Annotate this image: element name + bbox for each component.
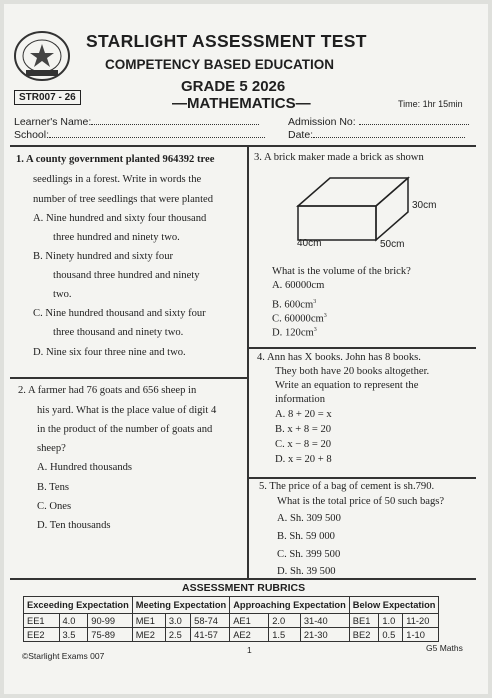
rubric-cell: 75-89: [88, 628, 132, 642]
rubric-cell: EE2: [24, 628, 60, 642]
q1-line-2: seedlings in a forest. Write in words the: [33, 174, 202, 185]
q2-line-3: in the product of the number of goats and: [37, 424, 213, 435]
q4-option-a[interactable]: A. 8 + 20 = x: [275, 409, 332, 420]
q1-option-a-cont: three hundred and ninety two.: [53, 232, 180, 243]
q2-line-2: his yard. What is the place value of digit 4: [37, 405, 217, 416]
exam-title: STARLIGHT ASSESSMENT TEST: [86, 31, 367, 51]
q4-line-1: 4. Ann has X books. John has 8 books.: [257, 352, 421, 363]
rubric-header-meeting: Meeting Expectation: [132, 597, 229, 614]
q1-option-a[interactable]: A. Nine hundred and sixty four thousand: [33, 213, 207, 224]
school-logo: [12, 30, 72, 82]
rubric-cell: 2.5: [165, 628, 190, 642]
q3-option-b[interactable]: B. $600cm^3$: [272, 299, 317, 311]
q3-stem: 3. A brick maker made a brick as shown: [254, 152, 424, 163]
rubric-cell: 21-30: [300, 628, 349, 642]
rubric-header-approaching: Approaching Expectation: [230, 597, 350, 614]
column-divider: [247, 146, 249, 578]
rubric-cell: EE1: [24, 614, 60, 628]
school-label: School:: [14, 129, 50, 141]
q2-option-c[interactable]: C. Ones: [37, 501, 72, 512]
page-number: 1: [247, 645, 252, 655]
grade-label: GRADE 5 2026: [181, 78, 286, 95]
rubric-cell: 58-74: [191, 614, 230, 628]
q1-line-1: 1. A county government planted 964392 tree: [16, 154, 215, 165]
q1-option-b-cont2: two.: [53, 289, 72, 300]
rubric-cell: 3.5: [59, 628, 88, 642]
rubric-cell: 31-40: [300, 614, 349, 628]
school-field[interactable]: [14, 129, 265, 141]
admission-label: Admission No:: [288, 116, 356, 128]
rubric-cell: ME2: [132, 628, 165, 642]
q5-line-1: 5. The price of a bag of cement is sh.790.: [259, 481, 435, 492]
rubrics-title: ASSESSMENT RUBRICS: [182, 582, 306, 594]
q4-line-2: They both have 20 books altogether.: [275, 366, 430, 377]
q3-option-c[interactable]: C. $60000cm^3$: [272, 313, 327, 325]
footer-copyright: ©Starlight Exams 007: [22, 651, 105, 661]
header-divider: [10, 145, 476, 147]
rubric-header-exceeding: Exceeding Expectation: [24, 597, 133, 614]
rubrics-divider: [10, 578, 476, 580]
rubric-cell: BE2: [349, 628, 379, 642]
subject-title: —MATHEMATICS—: [172, 95, 311, 112]
rubric-cell: 1-10: [403, 628, 439, 642]
q2-line-4: sheep?: [37, 443, 66, 454]
q4-line-4: information: [275, 394, 326, 405]
q5-option-b[interactable]: B. Sh. 59 000: [277, 531, 335, 542]
rubric-header-below: Below Expectation: [349, 597, 439, 614]
q3-option-d[interactable]: D. $120cm^3$: [272, 327, 317, 339]
rubric-cell: 0.5: [379, 628, 403, 642]
q4-option-c[interactable]: C. x − 8 = 20: [275, 439, 332, 450]
q1-line-3: number of tree seedlings that were planted: [33, 194, 214, 205]
q1-option-d[interactable]: D. Nine six four three nine and two.: [33, 347, 186, 358]
q1-option-c-cont: three thousand and ninety two.: [53, 327, 184, 338]
brick-width-label: 50cm: [380, 239, 405, 250]
rubric-cell: ME1: [132, 614, 165, 628]
q5-option-d[interactable]: D. Sh. 39 500: [277, 566, 336, 577]
q5-line-2: What is the total price of 50 such bags?: [277, 496, 445, 507]
rubrics-header-row: [24, 597, 439, 614]
admission-field[interactable]: [288, 116, 469, 128]
rubric-cell: AE1: [230, 614, 269, 628]
q3-option-a[interactable]: A. 60000cm: [272, 280, 325, 291]
q3-question: What is the volume of the brick?: [272, 266, 411, 277]
rubrics-row: [24, 614, 439, 628]
q3-divider: [248, 347, 476, 349]
q1-option-b-cont: thousand three hundred and ninety: [53, 270, 200, 281]
brick-height-label: 30cm: [412, 200, 437, 211]
date-label: Date:: [288, 129, 314, 141]
rubric-cell: 41-57: [191, 628, 230, 642]
rubrics-row: [24, 628, 439, 642]
rubric-cell: AE2: [230, 628, 269, 642]
brick-length-label: 40cm: [297, 238, 322, 249]
rubric-cell: 1.0: [379, 614, 403, 628]
q4-line-3: Write an equation to represent the: [275, 380, 419, 391]
footer-subject: G5 Maths: [426, 643, 463, 653]
q4-option-d[interactable]: D. x = 20 + 8: [275, 454, 332, 465]
time-label: Time: 1hr 15min: [398, 99, 463, 109]
rubric-cell: BE1: [349, 614, 379, 628]
rubric-cell: 2.0: [269, 614, 301, 628]
exam-subtitle: COMPETENCY BASED EDUCATION: [105, 57, 335, 72]
rubric-cell: 4.0: [59, 614, 88, 628]
q4-divider: [248, 477, 476, 479]
exam-code: STR007 - 26: [14, 90, 81, 105]
q1-option-b[interactable]: B. Ninety hundred and sixty four: [33, 251, 174, 262]
q1-divider: [10, 377, 247, 379]
q2-option-b[interactable]: B. Tens: [37, 482, 70, 493]
q4-option-b[interactable]: B. x + 8 = 20: [275, 424, 332, 435]
q2-option-a[interactable]: A. Hundred thousands: [37, 462, 133, 473]
learner-name-label: Learner's Name:: [14, 116, 92, 128]
q2-option-d[interactable]: D. Ten thousands: [37, 520, 111, 531]
rubric-cell: 90-99: [88, 614, 132, 628]
date-field[interactable]: [288, 129, 465, 141]
rubrics-table: [23, 596, 439, 642]
q5-option-c[interactable]: C. Sh. 399 500: [277, 549, 341, 560]
rubric-cell: 1.5: [269, 628, 301, 642]
q1-option-c[interactable]: C. Nine hundred thousand and sixty four: [33, 308, 206, 319]
rubric-cell: 3.0: [165, 614, 190, 628]
q2-line-1: 2. A farmer had 76 goats and 656 sheep in: [18, 385, 197, 396]
q5-option-a[interactable]: A. Sh. 309 500: [277, 513, 341, 524]
rubric-cell: 11-20: [403, 614, 439, 628]
learner-name-field[interactable]: [14, 116, 259, 128]
